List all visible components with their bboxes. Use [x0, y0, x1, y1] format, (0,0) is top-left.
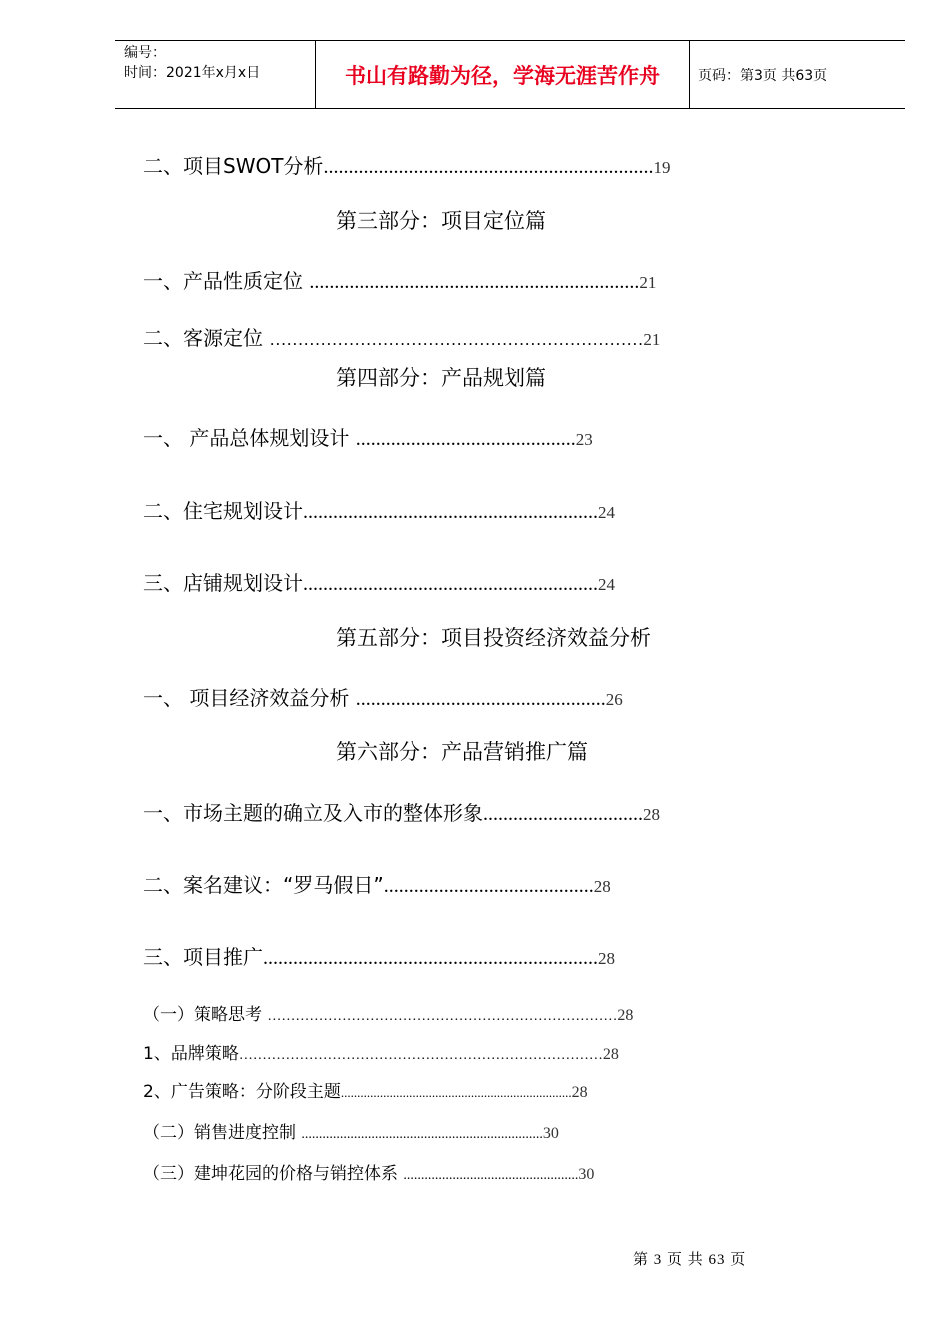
- toc-leader-dots: ...........................................................: [303, 501, 598, 523]
- toc-entry[interactable]: [143, 322, 660, 351]
- toc-entry-title: 一、产品性质定位: [143, 269, 310, 293]
- toc-subentry[interactable]: [143, 1000, 633, 1025]
- toc-page-number: 19: [653, 158, 671, 177]
- toc-entry[interactable]: [143, 495, 615, 524]
- toc-page-number: 24: [598, 575, 615, 594]
- section-heading: 第三部分：项目定位篇: [336, 209, 546, 233]
- toc-entry-title: （二）销售进度控制: [143, 1123, 302, 1143]
- toc-entry-title: 2、广告策略：分阶段主题: [143, 1082, 341, 1102]
- toc-page-number: 28: [598, 949, 615, 968]
- toc-entry-title: 一、 项目经济效益分析: [143, 686, 356, 710]
- toc-leader-dots: ...........................................................: [303, 573, 598, 595]
- toc-entry-title: 一、 产品总体规划设计: [143, 426, 356, 450]
- toc-subentry[interactable]: [143, 1159, 594, 1184]
- toc-leader-dots: ..................................................................: [323, 156, 654, 178]
- header-page-info: 页码：第3页 共63页: [698, 67, 828, 84]
- toc-leader-dots: ................................: [483, 803, 643, 825]
- toc-leader-dots: ..........................................: [383, 875, 594, 897]
- toc-leader-dots: ...................................................................: [263, 947, 598, 969]
- toc-leader-dots: ..................................................: [355, 688, 606, 710]
- toc-entry[interactable]: [143, 941, 615, 970]
- toc-entry[interactable]: [143, 150, 670, 179]
- toc-leader-dots: ..................................................: [403, 1168, 579, 1183]
- serial-label: 编号：: [124, 45, 166, 61]
- toc-page-number: 28: [617, 1007, 634, 1024]
- toc-entry-title: （三）建坤花园的价格与销控体系: [143, 1164, 404, 1184]
- toc-entry-title: 二、住宅规划设计: [143, 499, 303, 523]
- toc-entry-title: 二、案名建议：“罗马假日”: [143, 873, 384, 897]
- toc-entry[interactable]: [143, 797, 660, 826]
- toc-entry-title: 二、项目SWOT分析: [143, 154, 324, 178]
- header-motto: 书山有路勤为径，学海无涯苦作舟: [316, 41, 690, 108]
- toc-entry[interactable]: [143, 422, 593, 451]
- toc-leader-dots: .......................................................................: [340, 1085, 572, 1100]
- toc-leader-dots: …………………………………………………………………: [267, 1009, 618, 1024]
- toc-leader-dots: ..................................................................: [309, 271, 640, 293]
- toc-entry-title: 1、品牌策略: [143, 1044, 239, 1064]
- toc-entry[interactable]: [143, 682, 623, 711]
- toc-page-number: 21: [639, 273, 657, 292]
- time-label: 时间：2021年x月x日: [124, 65, 261, 81]
- toc-page-number: 24: [598, 503, 615, 522]
- section-heading: 第六部分：产品营销推广篇: [336, 740, 588, 764]
- toc-entry-title: 三、项目推广: [143, 945, 263, 969]
- toc-entry-title: 一、市场主题的确立及入市的整体形象: [143, 801, 483, 825]
- page-footer: 第 3 页 共 63 页: [633, 1252, 747, 1268]
- toc-page-number: 21: [643, 330, 661, 349]
- toc-subentry[interactable]: [143, 1077, 588, 1102]
- toc-page-number: 28: [602, 1046, 619, 1063]
- page-header: [115, 40, 905, 109]
- toc-page-number: 23: [575, 430, 593, 449]
- toc-entry[interactable]: [143, 567, 615, 596]
- toc-entry[interactable]: [143, 869, 611, 898]
- toc-leader-dots: ……………………………………………………………………: [238, 1048, 603, 1063]
- header-meta: [115, 41, 316, 108]
- toc-page-number: 30: [578, 1166, 595, 1183]
- toc-page-number: 28: [571, 1084, 588, 1101]
- toc-subentry[interactable]: [143, 1118, 559, 1143]
- toc-subentry[interactable]: [143, 1039, 619, 1064]
- toc-leader-dots: ............................................: [355, 428, 576, 450]
- toc-entry[interactable]: [143, 265, 656, 294]
- toc-page-number: 26: [605, 690, 623, 709]
- section-heading: 第四部分：产品规划篇: [336, 366, 546, 390]
- toc-entry-title: （一）策略思考: [143, 1005, 268, 1025]
- toc-page-number: 30: [542, 1125, 559, 1142]
- toc-entry-title: 三、店铺规划设计: [143, 571, 303, 595]
- section-heading: 第五部分：项目投资经济效益分析: [336, 626, 651, 650]
- toc-entry-title: 二、客源定位: [143, 326, 270, 350]
- toc-leader-dots: .....................................................................: [301, 1127, 543, 1142]
- toc-page-number: 28: [643, 805, 660, 824]
- toc-leader-dots: …………………………………………………………: [269, 330, 644, 349]
- toc-page-number: 28: [593, 877, 611, 896]
